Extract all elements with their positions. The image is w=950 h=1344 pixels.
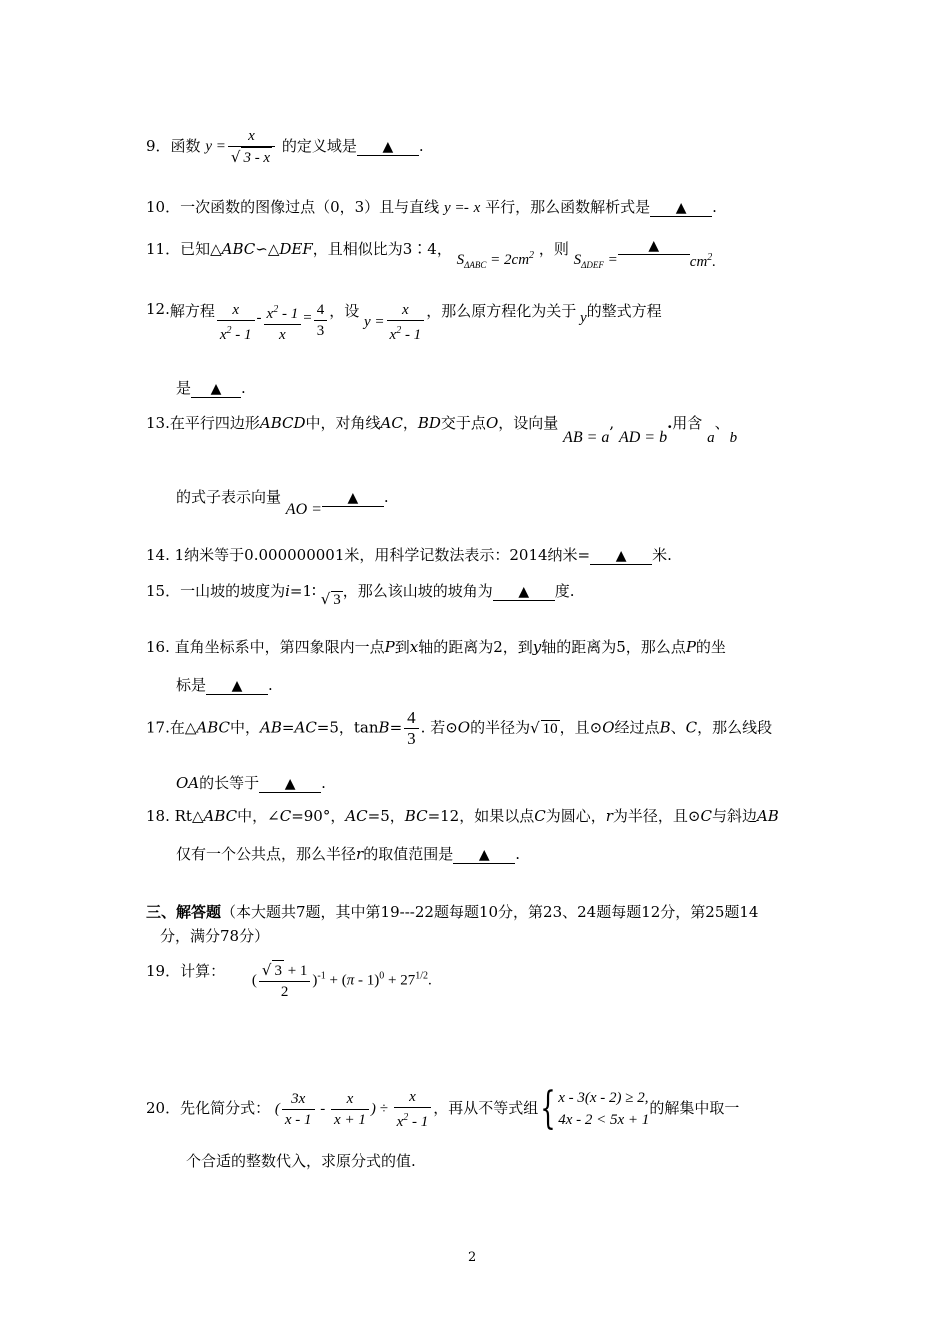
- q13-text-j: 用含: [672, 414, 703, 432]
- q15-text-a: 一山坡的坡度为: [180, 582, 286, 600]
- q18-c2: C: [534, 807, 546, 825]
- q16-text-c: 到: [394, 638, 410, 656]
- q14-unit: 米.: [652, 546, 672, 564]
- q11-text-e: ，且相似比为3∶4，: [312, 240, 452, 258]
- q18-abc: ABC: [203, 807, 238, 825]
- question-18: [146, 805, 779, 826]
- q13-var-a: a: [707, 430, 715, 446]
- question-12: 12.解方程 $\frac{x}{x^2 - 1}$ - $\frac{x^2 - 1}{x}$ = $\frac{4}{3}$ ，设 y = $\frac{x}{x^2 - 1}$ ，那么原方程化为关于 y的整式方程: [146, 300, 662, 343]
- page-number: 2: [468, 1250, 477, 1265]
- q17-ac: AC: [294, 718, 317, 737]
- question-11: [146, 238, 717, 270]
- q13-var-b: b: [729, 430, 738, 446]
- q16-number: 16.: [146, 638, 170, 656]
- q18-c3: C: [700, 807, 712, 825]
- q17-text-s: ，那么线段: [697, 718, 773, 737]
- q13-period: .: [383, 488, 389, 506]
- q13-vector-ab: AB = a: [563, 429, 610, 446]
- q18-r2: r: [356, 845, 364, 863]
- question-18-line-2: [176, 843, 520, 864]
- q13-text-g: 交于点: [440, 414, 486, 432]
- section-3-header-line-2: [160, 925, 269, 946]
- q17-text-j: . 若⊙: [420, 718, 458, 737]
- q11-similar: ∽△: [255, 240, 280, 258]
- q18-line2-a: 仅有一个公共点，那么半径: [176, 845, 357, 863]
- section-3-title: 三、解答题: [146, 903, 222, 921]
- q16-text-e: 轴的距离为2，到: [418, 638, 533, 656]
- q17-o2: O: [602, 718, 615, 737]
- section-3-desc-2: 分，满分78分）: [160, 927, 270, 945]
- q16-period: .: [268, 676, 273, 694]
- q13-sep: 、: [714, 414, 730, 432]
- q12-frac-4: $\frac{x}{x^2 - 1}$: [387, 300, 425, 345]
- q17-text-g: =5，tan: [316, 718, 379, 737]
- q17-text-m: ，且⊙: [559, 718, 603, 737]
- q11-text-a: 已知△: [180, 240, 222, 258]
- q18-answer-blank[interactable]: ▲: [453, 847, 515, 864]
- q12-let-y: y =: [363, 314, 385, 330]
- q10-line-formula: y: [443, 200, 451, 216]
- q9-number: 9．: [146, 137, 171, 155]
- q19-expression: ( $\frac{√ 3 + 1}{2}$ )$^{-1} + (\pi - 1)^0 + 27^{1/2}$.: [251, 961, 432, 1000]
- q13-text-a: 在平行四边形: [169, 414, 260, 432]
- q17-sep: 、: [670, 718, 686, 737]
- q14-text: 1纳米等于0.000000001米，用科学记数法表示：2014纳米=: [174, 546, 591, 564]
- q17-text-o: 经过点: [614, 718, 660, 737]
- section-3-header: [146, 901, 758, 922]
- q15-sqrt3: √ 3: [320, 590, 341, 608]
- q16-p: P: [384, 638, 395, 656]
- q13-answer-blank[interactable]: ▲: [322, 490, 384, 507]
- q18-ab: AB: [756, 807, 779, 825]
- q16-y: y: [532, 638, 542, 656]
- q18-number: 18.: [146, 807, 170, 825]
- q17-ab: AB: [260, 718, 282, 737]
- q18-bc: BC: [404, 807, 428, 825]
- q20-brace: {: [540, 1083, 556, 1134]
- q11-answer-blank[interactable]: ▲: [618, 238, 690, 255]
- q10-text: 一次函数的图像过点（0，3）且与直线: [180, 198, 440, 216]
- q13-number: 13.: [146, 414, 170, 432]
- q20-inequality-system: x - 3(x - 2) ≥ 2, 4x - 2 < 5x + 1: [558, 1090, 650, 1128]
- q9-prefix: 函数: [170, 137, 201, 155]
- q20-number: 20．: [146, 1099, 181, 1117]
- q16-p2: P: [685, 638, 696, 656]
- q16-text-g: 轴的距离为5，那么点: [541, 638, 686, 656]
- question-15: [146, 580, 575, 608]
- q18-text-k: 为圆心，: [545, 807, 606, 825]
- q13-o: O: [485, 414, 499, 432]
- q16-line2-text: 标是: [176, 676, 207, 694]
- q12-var-y: y: [576, 310, 587, 326]
- q10-answer-blank[interactable]: ▲: [650, 200, 712, 217]
- q14-number: 14.: [146, 546, 170, 564]
- q12-line2-text: 是: [176, 379, 192, 397]
- q20-line2-text: 个合适的整数代入，求原分式的值.: [186, 1152, 416, 1170]
- q16-answer-blank[interactable]: ▲: [206, 678, 268, 695]
- q18-text-i: =12，如果以点: [427, 807, 535, 825]
- q17-eq: =: [281, 718, 295, 737]
- question-10: 10．一次函数的图像过点（0，3）且与直线 y =- x 平行，那么函数解析式是 ▲ .: [146, 198, 717, 216]
- q15-answer-blank[interactable]: ▲: [493, 584, 555, 601]
- q17-pb: B: [659, 718, 671, 737]
- q11-abc: ABC: [221, 240, 256, 258]
- q12-text-b: ，设: [329, 302, 360, 320]
- question-16: [146, 636, 726, 657]
- q12-text-a: 解方程: [169, 302, 215, 320]
- q17-o: O: [457, 718, 471, 737]
- q9-period: .: [418, 137, 424, 155]
- q12-frac-3: $\frac{4}{3}$: [314, 300, 328, 341]
- q11-unit: $cm^2$.: [689, 252, 717, 270]
- q19-text: 计算：: [180, 962, 226, 980]
- q11-number: 11．: [146, 240, 181, 258]
- q16-x: x: [409, 638, 419, 656]
- question-14: [146, 544, 672, 565]
- q18-ac: AC: [345, 807, 368, 825]
- q18-text-g: =5，: [367, 807, 405, 825]
- q18-c: C: [279, 807, 292, 825]
- q20-text-c: 的解集中取一: [649, 1099, 740, 1117]
- q17-answer-blank[interactable]: ▲: [259, 776, 321, 793]
- question-13: 13.在平行四边形ABCD中，对角线AC，BD交于点O，设向量 AB = a, AD = b.用含 a、b: [146, 414, 738, 446]
- q17-abc: ABC: [196, 718, 231, 737]
- q16-text-i: 的坐: [695, 638, 726, 656]
- question-16-line-2: [176, 674, 273, 695]
- q13-ac: AC: [380, 414, 403, 432]
- q15-i: i: [285, 582, 290, 600]
- q17-period: .: [321, 774, 326, 792]
- q13-comma: ，: [402, 414, 418, 432]
- q20-expression: ( $\frac{3x}{x - 1}$ - $\frac{x}{x + 1}$ ) ÷ $\frac{x}{x^2 - 1}$: [275, 1101, 433, 1117]
- q12-frac-1: $\frac{x}{x^2 - 1}$: [217, 300, 255, 345]
- q15-number: 15．: [146, 582, 181, 600]
- q20-text-a: 先化简分式：: [180, 1099, 271, 1117]
- q13-text-c: 中，对角线: [305, 414, 381, 432]
- q13-vector-ad: AD = b: [618, 429, 668, 446]
- section-3-desc: （本大题共7题，其中第19---22题每题10分，第23、24题每题12分，第25题14: [221, 903, 759, 921]
- question-17: [146, 708, 772, 749]
- q12-number: 12.: [146, 300, 170, 318]
- question-12-line-2: [176, 377, 246, 398]
- q18-text-o: 与斜边: [711, 807, 757, 825]
- q11-area-def: $S_{\Delta DEF}$ =: [573, 252, 618, 270]
- q13-abcd: ABCD: [259, 414, 306, 432]
- q17-text-a: 在△: [169, 718, 197, 737]
- q11-area-abc: $S_{\Delta ABC} = 2cm^2$: [456, 250, 535, 270]
- q12-text-c: ，那么原方程化为关于: [426, 302, 577, 320]
- q17-frac-4-3: $\frac{4}{3}$: [404, 708, 419, 749]
- q17-number: 17.: [146, 718, 170, 737]
- q10-number: 10．: [146, 198, 181, 216]
- q18-line2-c: 的取值范围是: [363, 845, 454, 863]
- q9-answer-blank[interactable]: ▲: [357, 139, 419, 156]
- q15-text-c: =1∶: [289, 582, 316, 600]
- q17-pc: C: [685, 718, 698, 737]
- q9-suffix: 的定义域是: [281, 137, 357, 155]
- q9-fraction: $\frac{x}{√ 3 - x}$: [228, 126, 275, 168]
- q18-period: .: [515, 845, 520, 863]
- q17-oa: OA: [176, 774, 200, 792]
- q13-text-i: ，设向量: [498, 414, 559, 432]
- q13-line2-text: 的式子表示向量: [176, 488, 282, 506]
- q17-sqrt10: √ 10: [530, 718, 558, 737]
- q16-text-a: 直角坐标系中，第四象限内一点: [174, 638, 385, 656]
- q17-line2-text: 的长等于: [199, 774, 260, 792]
- q10-text-2: 平行，那么函数解析式是: [485, 198, 651, 216]
- question-17-line-2: [176, 772, 326, 793]
- q18-text-c: 中，∠: [237, 807, 280, 825]
- q14-answer-blank[interactable]: ▲: [590, 548, 652, 565]
- q15-text-d: ，那么该山坡的坡角为: [342, 582, 493, 600]
- q17-text-c: 中，: [230, 718, 261, 737]
- q18-rt: Rt△: [174, 807, 204, 825]
- q11-def: DEF: [279, 240, 313, 258]
- q17-b: B: [378, 718, 390, 737]
- question-19: [146, 960, 432, 1002]
- q20-text-b: ，再从不等式组: [433, 1099, 539, 1117]
- q18-text-m: 为半径，且⊙: [612, 807, 701, 825]
- question-13-line-2: [176, 486, 389, 518]
- q12-text-d: 的整式方程: [586, 302, 662, 320]
- q11-then: ，则: [538, 240, 569, 258]
- q12-frac-2: $\frac{x^2 - 1}{x}$: [264, 300, 302, 345]
- q13-vector-ao: AO =: [285, 501, 322, 518]
- q9-formula: y =: [205, 138, 226, 155]
- question-20: [146, 1083, 740, 1134]
- q19-number: 19．: [146, 962, 181, 980]
- q12-period: .: [241, 379, 246, 397]
- q12-answer-blank[interactable]: ▲: [191, 381, 241, 398]
- q17-eq2: =: [389, 718, 403, 737]
- q15-unit: 度.: [554, 582, 575, 600]
- q10-period: .: [712, 198, 717, 216]
- q18-text-e: =90°，: [291, 807, 346, 825]
- question-9: [146, 126, 424, 168]
- q17-text-l: 的半径为: [470, 718, 531, 737]
- question-20-line-2: [186, 1150, 416, 1171]
- q18-r: r: [605, 807, 613, 825]
- q13-bd: BD: [417, 414, 441, 432]
